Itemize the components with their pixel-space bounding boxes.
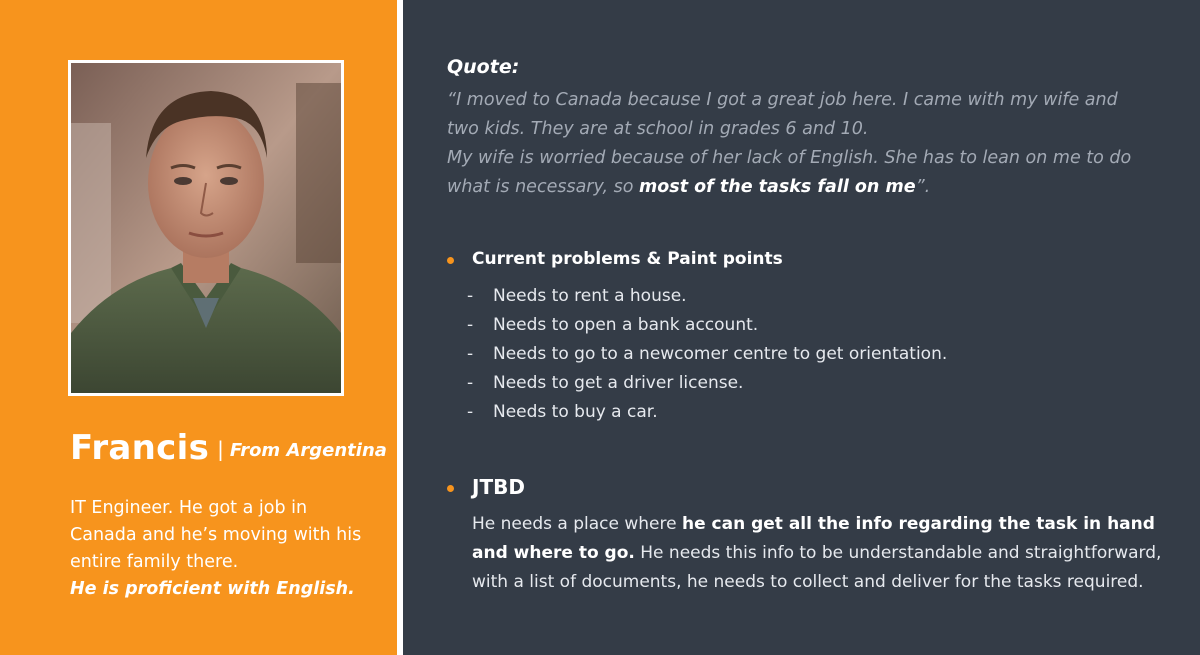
quote-highlight: most of the tasks fall on me xyxy=(639,177,916,197)
name-separator: | xyxy=(217,437,224,461)
persona-profile-panel xyxy=(0,0,397,655)
bullet-icon xyxy=(447,257,454,264)
jtbd-rest: He needs this info to be understandable and straightforward, with a list of documents, he needs to collect and deliver for the tasks required. xyxy=(472,543,1162,592)
list-item: - Needs to go to a newcomer centre to get orientation. xyxy=(467,344,948,364)
quote-block xyxy=(447,86,1137,202)
persona-photo xyxy=(71,63,341,393)
jtbd-text xyxy=(472,510,1162,597)
persona-bio-emphasis: He is proficient with English. xyxy=(70,579,355,599)
persona-name-row xyxy=(70,428,387,468)
jtbd-title: JTBD xyxy=(472,475,525,499)
jtbd-lead: He needs a place where xyxy=(472,514,682,534)
list-item: - Needs to get a driver license. xyxy=(467,373,744,393)
jtbd-highlight: he can get all the info regarding the task in hand and where to go. xyxy=(472,514,1155,563)
persona-origin: From Argentina xyxy=(229,440,387,461)
list-item: - Needs to buy a car. xyxy=(467,402,658,422)
list-item: - Needs to rent a house. xyxy=(467,286,687,306)
quote-line-1: “I moved to Canada because I got a great job here. I came with my wife and two kids. They are at school in grades 6 and 10. xyxy=(447,90,1118,139)
persona-bio-text: IT Engineer. He got a job in Canada and he’s moving with his entire family there. xyxy=(70,498,362,572)
quote-line-2-text: My wife is worried because of her lack of English. She has to lean on me to do what is necessary, so xyxy=(447,148,1132,197)
persona-bio xyxy=(70,495,370,603)
list-item: - Needs to open a bank account. xyxy=(467,315,759,335)
problems-list xyxy=(467,282,947,427)
quote-end: ”. xyxy=(915,177,931,197)
quote-title: Quote: xyxy=(447,56,520,78)
jtbd-paragraph xyxy=(472,510,1162,597)
persona-name: Francis xyxy=(70,428,210,468)
bullet-icon xyxy=(447,485,454,492)
problems-title: Current problems & Paint points xyxy=(472,249,783,269)
persona-photo-frame xyxy=(68,60,344,396)
quote-line-2 xyxy=(447,144,1137,202)
